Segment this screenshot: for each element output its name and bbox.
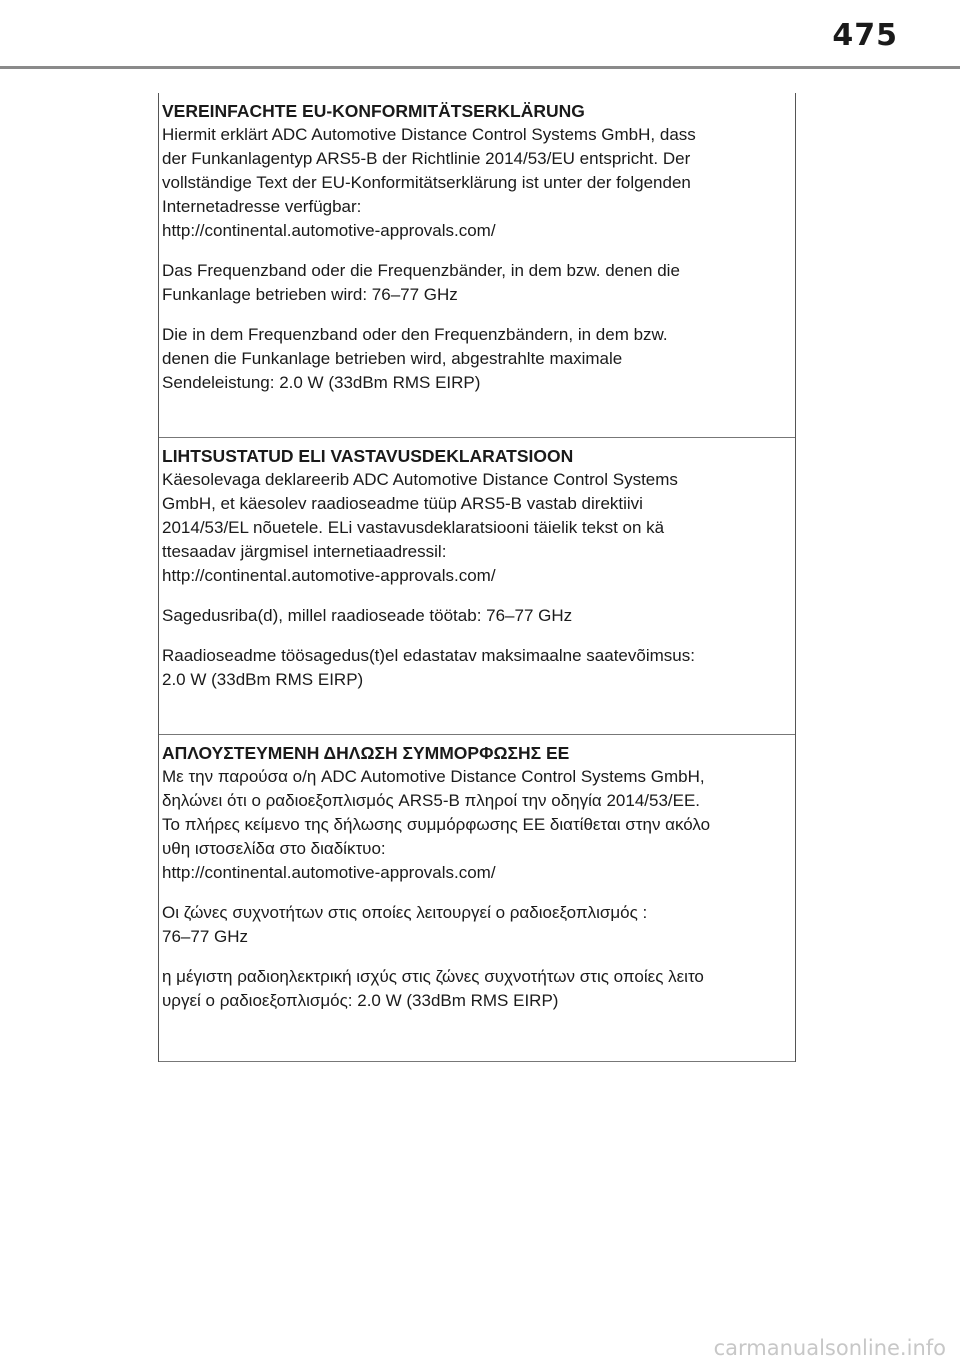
- text-line: Internetadresse verfügbar:: [162, 197, 362, 216]
- watermark-text: carmanualsonline.info: [713, 1336, 946, 1360]
- section-title: LIHTSUSTATUD ELI VASTAVUSDEKLARATSIOON: [162, 446, 574, 466]
- section-title: ΑΠΛΟΥΣΤΕΥΜΕΝΗ ΔΗΛΩΣΗ ΣΥΜΜΟΡΦΩΣΗΣ ΕΕ: [162, 743, 570, 763]
- url-text: http://continental.automotive-approvals.com/: [162, 221, 496, 240]
- section-german: [159, 93, 795, 438]
- text-line: υργεί ο ραδιοεξοπλισμός: 2.0 W (33dBm RMS EIRP): [162, 991, 559, 1010]
- text-line: denen die Funkanlage betrieben wird, abgestrahlte maximale: [162, 349, 623, 368]
- text-line: Το πλήρες κείμενο της δήλωσης συμμόρφωσης ΕΕ διατίθεται στην ακόλο: [162, 815, 711, 834]
- paragraph: [162, 965, 795, 1013]
- section-estonian: [159, 438, 795, 735]
- paragraph: [162, 123, 795, 243]
- text-line: Sagedusriba(d), millel raadioseade töötab: 76–77 GHz: [162, 606, 573, 625]
- page-number: 475: [832, 18, 898, 53]
- text-line: 76–77 GHz: [162, 927, 248, 946]
- text-line: υθη ιστοσελίδα στο διαδίκτυο:: [162, 839, 386, 858]
- paragraph: [162, 259, 795, 307]
- text-line: δηλώνει ότι ο ραδιοεξοπλισμός ARS5-B πληροί την οδηγία 2014/53/ΕΕ.: [162, 791, 701, 810]
- paragraph: [162, 604, 795, 628]
- text-line: 2.0 W (33dBm RMS EIRP): [162, 670, 364, 689]
- text-line: Funkanlage betrieben wird: 76–77 GHz: [162, 285, 458, 304]
- url-text: http://continental.automotive-approvals.com/: [162, 863, 496, 882]
- url-text: http://continental.automotive-approvals.com/: [162, 566, 496, 585]
- text-line: ttesaadav järgmisel internetiaadressil:: [162, 542, 447, 561]
- text-line: Käesolevaga deklareerib ADC Automotive Distance Control Systems: [162, 470, 678, 489]
- text-line: Οι ζώνες συχνοτήτων στις οποίες λειτουργεί ο ραδιοεξοπλισμός :: [162, 903, 648, 922]
- declaration-box: [158, 93, 796, 1062]
- section-greek: [159, 735, 795, 1062]
- text-line: vollständige Text der EU-Konformitätserklärung ist unter der folgenden: [162, 173, 691, 192]
- paragraph: [162, 901, 795, 949]
- section-title: VEREINFACHTE EU-KONFORMITÄTSERKLÄRUNG: [162, 101, 585, 121]
- paragraph: [162, 468, 795, 588]
- text-line: der Funkanlagentyp ARS5-B der Richtlinie 2014/53/EU entspricht. Der: [162, 149, 691, 168]
- text-line: Με την παρούσα ο/η ADC Automotive Distance Control Systems GmbH,: [162, 767, 705, 786]
- text-line: Das Frequenzband oder die Frequenzbänder, in dem bzw. denen die: [162, 261, 680, 280]
- header-rule: [0, 66, 960, 69]
- paragraph: [162, 765, 795, 885]
- text-line: Sendeleistung: 2.0 W (33dBm RMS EIRP): [162, 373, 481, 392]
- text-line: η μέγιστη ραδιοηλεκτρική ισχύς στις ζώνες συχνοτήτων στις οποίες λειτο: [162, 967, 704, 986]
- text-line: Die in dem Frequenzband oder den Frequenzbändern, in dem bzw.: [162, 325, 668, 344]
- text-line: Raadioseadme töösagedus(t)el edastatav maksimaalne saatevõimsus:: [162, 646, 695, 665]
- text-line: Hiermit erklärt ADC Automotive Distance Control Systems GmbH, dass: [162, 125, 696, 144]
- paragraph: [162, 323, 795, 395]
- text-line: 2014/53/EL nõuetele. ELi vastavusdeklaratsiooni täielik tekst on kä: [162, 518, 665, 537]
- text-line: GmbH, et käesolev raadioseadme tüüp ARS5-B vastab direktiivi: [162, 494, 643, 513]
- paragraph: [162, 644, 795, 692]
